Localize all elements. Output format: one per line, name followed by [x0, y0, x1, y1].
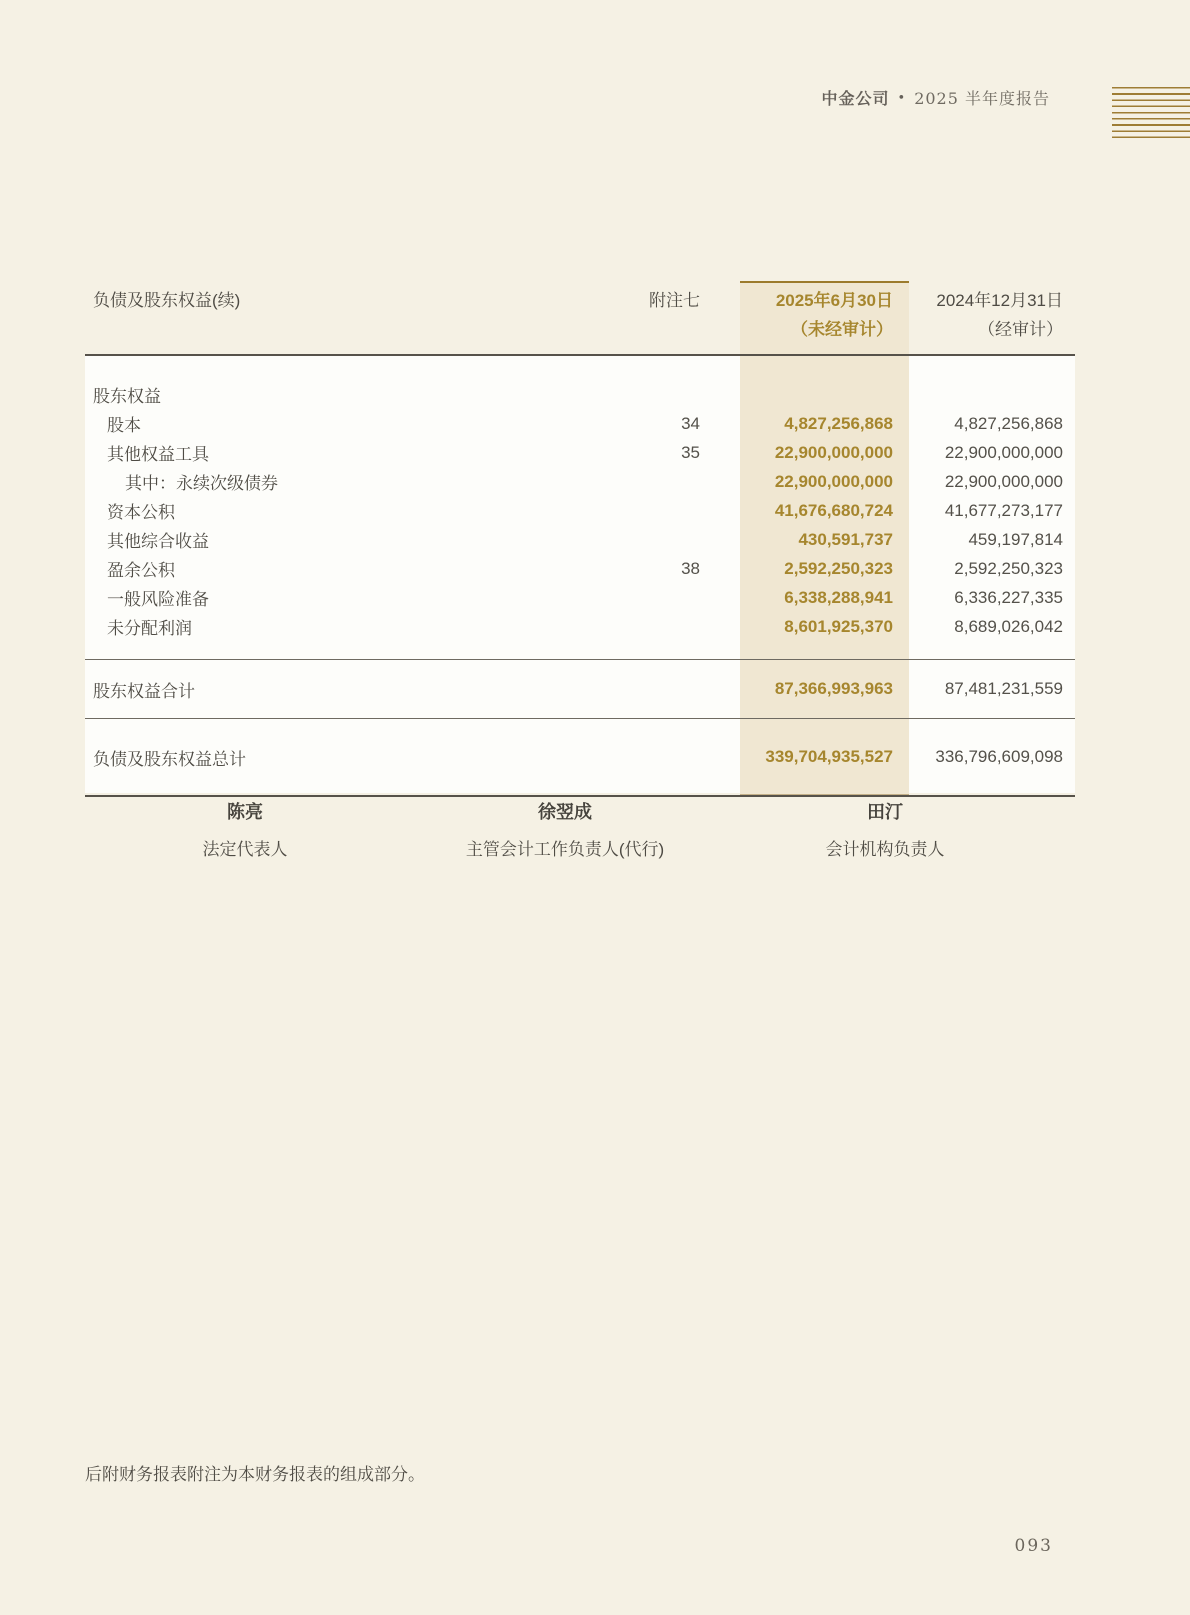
row-label: 其他权益工具: [107, 445, 209, 464]
row-note: 34: [681, 413, 700, 433]
signatory-legal-representative: [120, 800, 370, 862]
row-label: 资本公积: [107, 503, 175, 522]
table-body: [85, 356, 1075, 641]
table-header-row: [85, 281, 1075, 356]
col-2024-date: 2024年12月31日: [936, 291, 1063, 310]
table-row: [85, 612, 1075, 641]
total-value-2025: 87,366,993,963: [774, 679, 893, 698]
row-value-2024: 8,689,026,042: [954, 616, 1063, 636]
row-label: 一般风险准备: [107, 590, 209, 609]
table-row: [85, 554, 1075, 583]
footer-note: 后附财务报表附注为本财务报表的组成部分。: [85, 1465, 425, 1484]
col-2025-status: （未经审计）: [791, 320, 893, 339]
row-value-2024: 6,336,227,335: [954, 587, 1063, 607]
note-column-header: 附注七: [649, 291, 700, 310]
row-value-2025: 430,591,737: [798, 529, 893, 549]
table-row: [85, 496, 1075, 525]
row-value-2025: 8,601,925,370: [784, 616, 893, 636]
signatory-accounting-head: [760, 800, 1010, 862]
equity-total-row: [85, 660, 1075, 718]
signatory-name: 陈亮: [227, 802, 263, 822]
total-label: 负债及股东权益总计: [93, 749, 246, 769]
table-bottom-rule: [85, 795, 1075, 797]
signatory-title: 法定代表人: [202, 840, 288, 859]
signatory-chief-accountant: [420, 800, 710, 862]
total-value-2024: 87,481,231,559: [944, 679, 1063, 698]
table-row: [85, 380, 1075, 409]
decorative-lines: [1112, 87, 1190, 140]
row-note: 35: [681, 442, 700, 462]
table-row: [85, 467, 1075, 496]
table-title: 负债及股东权益(续): [93, 291, 241, 310]
grand-total-row: [85, 719, 1075, 795]
row-value-2024: 459,197,814: [968, 529, 1063, 549]
total-value-2025: 339,704,935,527: [765, 747, 893, 766]
company-name: 中金公司: [821, 89, 890, 108]
balance-sheet-table: [85, 281, 1075, 797]
row-value-2025: 22,900,000,000: [774, 471, 893, 491]
table-row: [85, 438, 1075, 467]
col-2024-status: （经审计）: [978, 320, 1063, 339]
signature-block: [0, 800, 1190, 880]
col-2025-date: 2025年6月30日: [775, 291, 893, 310]
row-value-2024: 22,900,000,000: [944, 471, 1063, 491]
total-label: 股东权益合计: [93, 681, 195, 701]
row-label: 股本: [107, 416, 141, 435]
row-note: 38: [681, 558, 700, 578]
row-value-2025: 6,338,288,941: [784, 587, 893, 607]
signatory-title: 主管会计工作负责人(代行): [465, 840, 665, 859]
table-row: [85, 583, 1075, 612]
row-label: 盈余公积: [107, 561, 175, 580]
row-label: 股东权益: [93, 387, 161, 406]
row-value-2025: 22,900,000,000: [774, 442, 893, 462]
row-value-2025: 41,676,680,724: [774, 500, 893, 520]
page-header: [822, 86, 1051, 109]
report-title: 2025 半年度报告: [914, 89, 1050, 108]
page-number: 093: [1014, 1536, 1053, 1556]
signatory-title: 会计机构负责人: [825, 840, 945, 859]
signatory-name: 徐翌成: [538, 802, 592, 822]
row-value-2024: 4,827,256,868: [954, 413, 1063, 433]
separator-dot: •: [897, 91, 907, 106]
row-value-2024: 22,900,000,000: [944, 442, 1063, 462]
row-value-2024: 2,592,250,323: [954, 558, 1063, 578]
row-label: 其中：永续次级债券: [125, 474, 278, 493]
row-value-2025: 4,827,256,868: [784, 413, 893, 433]
table-row: [85, 409, 1075, 438]
row-label: 其他综合收益: [107, 532, 209, 551]
signatory-name: 田汀: [867, 802, 903, 822]
row-value-2024: 41,677,273,177: [944, 500, 1063, 520]
row-value-2025: 2,592,250,323: [784, 558, 893, 578]
table-row: [85, 525, 1075, 554]
total-value-2024: 336,796,609,098: [935, 747, 1063, 766]
row-label: 未分配利润: [107, 619, 192, 638]
